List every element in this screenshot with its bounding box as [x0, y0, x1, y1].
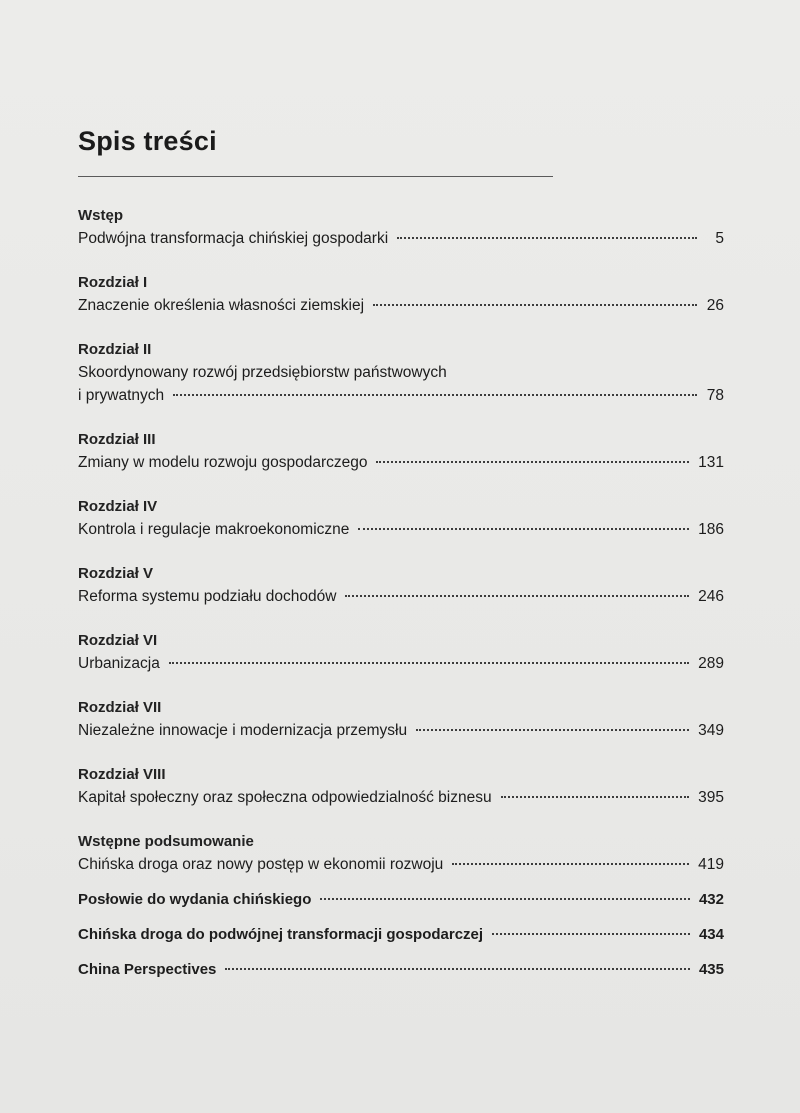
- toc-entry[interactable]: [78, 719, 724, 742]
- toc-section-chapter-7: [78, 697, 724, 742]
- toc-entry[interactable]: [78, 451, 724, 474]
- chapter-label: Rozdział V: [78, 565, 154, 582]
- toc-entry[interactable]: [78, 518, 724, 541]
- page-number: 432: [698, 891, 724, 908]
- chapter-label: Rozdział IV: [78, 498, 158, 515]
- page-number: 26: [706, 297, 724, 314]
- toc-section-chapter-5: [78, 563, 724, 608]
- page-number: 419: [698, 856, 724, 873]
- section-label: Wstęp: [78, 207, 123, 224]
- dot-leader: [452, 862, 689, 865]
- dot-leader: [173, 393, 697, 396]
- page-number: 78: [706, 387, 724, 404]
- entry-title: Posłowie do wydania chińskiego: [78, 891, 312, 908]
- dot-leader: [225, 967, 690, 970]
- toc-entry[interactable]: [78, 227, 724, 250]
- toc-section-afterword: [78, 888, 724, 911]
- toc-section-chapter-6: [78, 630, 724, 675]
- dot-leader: [376, 460, 689, 463]
- entry-title: Podwójna transformacja chińskiej gospodarki: [78, 230, 389, 247]
- entry-title: Kontrola i regulacje makroekonomiczne: [78, 521, 350, 538]
- dot-leader: [345, 594, 689, 597]
- page-number: 434: [698, 926, 724, 943]
- dot-leader: [416, 728, 689, 731]
- table-of-contents: [78, 205, 724, 981]
- toc-entry[interactable]: [78, 786, 724, 809]
- page-number: 395: [698, 789, 724, 806]
- toc-section-summary: [78, 831, 724, 876]
- entry-title: Chińska droga do podwójnej transformacji gospodarczej: [78, 926, 484, 943]
- toc-section-china-perspectives: [78, 958, 724, 981]
- dot-leader: [373, 303, 697, 306]
- dot-leader: [169, 661, 689, 664]
- chapter-label: Rozdział II: [78, 341, 152, 358]
- toc-entry[interactable]: [78, 384, 724, 407]
- entry-title: Znaczenie określenia własności ziemskiej: [78, 297, 365, 314]
- chapter-label: Rozdział VII: [78, 699, 162, 716]
- chapter-label: Rozdział VI: [78, 632, 158, 649]
- entry-title: Zmiany w modelu rozwoju gospodarczego: [78, 454, 368, 471]
- dot-leader: [501, 795, 690, 798]
- toc-entry[interactable]: [78, 958, 724, 981]
- chapter-label: Rozdział VIII: [78, 766, 166, 783]
- title-divider: [78, 176, 553, 177]
- entry-title-line-1: Skoordynowany rozwój przedsiębiorstw państwowych: [78, 364, 447, 381]
- page-number: 435: [698, 961, 724, 978]
- page-number: 186: [698, 521, 724, 538]
- entry-title-line-2: i prywatnych: [78, 387, 165, 404]
- page-number: 5: [715, 230, 724, 247]
- toc-entry[interactable]: [78, 923, 724, 946]
- entry-title: China Perspectives: [78, 961, 217, 978]
- section-label: Wstępne podsumowanie: [78, 833, 254, 850]
- entry-title: Reforma systemu podziału dochodów: [78, 588, 337, 605]
- dot-leader: [397, 236, 697, 239]
- toc-section-chinese-road: [78, 923, 724, 946]
- toc-section-chapter-4: [78, 496, 724, 541]
- dot-leader: [320, 897, 690, 900]
- chapter-label: Rozdział III: [78, 431, 156, 448]
- toc-entry[interactable]: [78, 294, 724, 317]
- toc-entry[interactable]: [78, 888, 724, 911]
- dot-leader: [358, 527, 689, 530]
- toc-section-chapter-2: [78, 339, 724, 407]
- page-number: 289: [698, 655, 724, 672]
- entry-title: Kapitał społeczny oraz społeczna odpowiedzialność biznesu: [78, 789, 492, 806]
- page-number: 246: [698, 588, 724, 605]
- entry-title: Chińska droga oraz nowy postęp w ekonomii rozwoju: [78, 856, 444, 873]
- toc-section-chapter-3: [78, 429, 724, 474]
- page-number: 349: [698, 722, 724, 739]
- dot-leader: [492, 932, 690, 935]
- toc-section-chapter-8: [78, 764, 724, 809]
- chapter-label: Rozdział I: [78, 274, 148, 291]
- toc-section-chapter-1: [78, 272, 724, 317]
- toc-entry[interactable]: [78, 652, 724, 675]
- page-title: Spis treści: [78, 126, 217, 156]
- toc-entry[interactable]: [78, 585, 724, 608]
- entry-title: Niezależne innowacje i modernizacja przemysłu: [78, 722, 408, 739]
- entry-title: Urbanizacja: [78, 655, 160, 672]
- toc-entry[interactable]: [78, 853, 724, 876]
- toc-section-introduction: [78, 205, 724, 250]
- page-number: 131: [698, 454, 724, 471]
